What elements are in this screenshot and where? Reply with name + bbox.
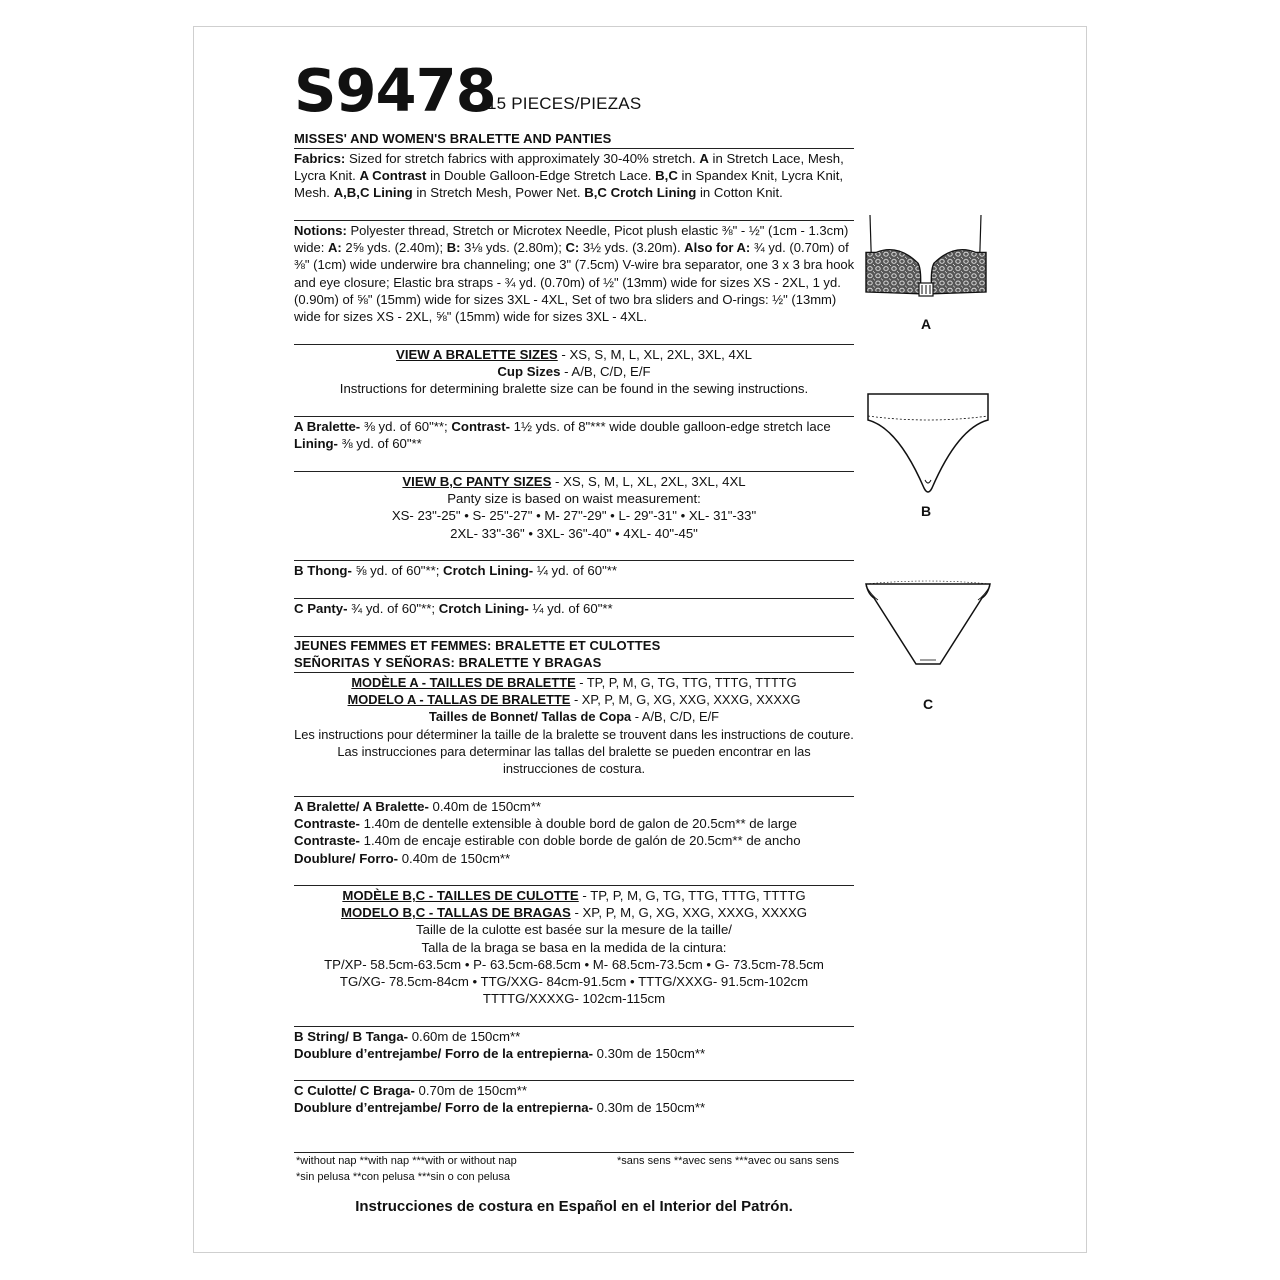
bralette-illustration [858,215,998,315]
divider [294,885,854,886]
thong-illustration [862,388,994,508]
divider [294,344,854,345]
model-a-sizes: MODÈLE A - TAILLES DE BRALETTE - TP, P, M, G, TG, TTG, TTTG, TTTTG MODELO A - TALLAS DE BRALETTE - XP, P, M, G, XG, XXG, XXXG, XXXXG Tailles de Bonnet/ Tallas de Copa - A/B, C/D, E/F Les instructions pour déterminer la taille de la bralette se trouvent dans les instructions de couture. Las instrucciones para determinar las tallas del bralette se pueden encontrar en las instrucciones de costura. [294,675,854,777]
divider [294,1080,854,1081]
divider [294,560,854,561]
model-a-yardage: A Bralette/ A Bralette- 0.40m de 150cm** Contraste- 1.40m de dentelle extensible à double bord de galon de 20.5cm** de large Contraste- 1.40m de encaje estirable con doble borde de galón de 20.5cm** de ancho Doublure/ Forro- 0.40m de 150cm** [294,799,801,866]
divider [294,220,854,221]
pattern-number: S9478 [294,56,496,125]
view-c-label: C [923,696,934,712]
thong-yardage: B Thong- ⅝ yd. of 60"**; Crotch Lining- ¼ yd. of 60"** [294,563,618,578]
footnote-en: *without nap **with nap ***with or without nap [296,1155,517,1167]
divider [294,471,854,472]
panty-yardage: C Panty- ¾ yd. of 60"**; Crotch Lining- ¼ yd. of 60"** [294,601,613,616]
divider [294,1026,854,1027]
view-a-yardage: A Bralette- ⅜ yd. of 60"**; Contrast- 1½ yds. of 8"*** wide double galloon-edge stretch lace Lining- ⅜ yd. of 60"** [294,419,831,452]
view-b-label: B [921,503,932,519]
spanish-instructions-note: Instrucciones de costura en Español en el Interior del Patrón. [355,1198,793,1215]
divider [294,416,854,417]
culotte-yardage: C Culotte/ C Braga- 0.70m de 150cm** Doublure d’entrejambe/ Forro de la entrepierna- 0.30m de 150cm** [294,1083,706,1116]
divider [294,148,854,149]
footnote-es: *sin pelusa **con pelusa ***sin o con pelusa [296,1171,511,1183]
fabrics-section: Fabrics: Sized for stretch fabrics with approximately 30-40% stretch. A in Stretch Lace, Mesh, Lycra Knit. A Contrast in Double Galloon-Edge Stretch Lace. B,C in Spandex Knit, Lycra Knit, Mesh. A,B,C Lining in Stretch Mesh, Power Net. B,C Crotch Lining in Cotton Knit. [294,151,844,201]
title-en: MISSES' AND WOMEN'S BRALETTE AND PANTIES [294,131,612,146]
notions-section: Notions: Polyester thread, Stretch or Microtex Needle, Picot plush elastic ⅜" - ½" (1cm - 1.3cm) wide: A: 2⅝ yds. (2.40m); B: 3⅛ yds. (2.80m); C: 3½ yds. (3.20m). Also for A: ¾ yd. (0.70m) of ⅜" (1cm) wide underwire bra channeling; one 3" (7.5cm) V-wire bra separator, one 3 x 3 bra hook and eye closure; Elastic bra straps - ¾ yd. (0.70m) of ½" (13mm) wide for sizes XS - 2XL, 1 yd. (0.90m) of ⅝" (15mm) wide for sizes 3XL - 4XL, Set of two bra sliders and O-rings: ½" (13mm) wide for sizes XS - 2XL, ⅝" (15mm) wide for sizes 3XL - 4XL. [294,223,855,325]
string-yardage: B String/ B Tanga- 0.60m de 150cm** Doublure d’entrejambe/ Forro de la entrepierna- 0.30m de 150cm** [294,1029,706,1062]
panty-illustration [862,578,994,678]
divider [294,796,854,797]
model-bc-sizes: MODÈLE B,C - TAILLES DE CULOTTE - TP, P, M, G, TG, TTG, TTTG, TTTTG MODELO B,C - TALLAS DE BRAGAS - XP, P, M, G, XG, XXG, XXXG, XXXXG Taille de la culotte est basée sur la mesure de la taille/ Talla de la braga se basa en la medida de la cintura: TP/XP- 58.5cm-63.5cm • P- 63.5cm-68.5cm • M- 68.5cm-73.5cm • G- 73.5cm-78.5cm TG/XG- 78.5cm-84cm • TTG/XXG- 84cm-91.5cm • TTTG/XXXG- 91.5cm-102cm TTTTG/XXXXG- 102cm-115cm [324,888,824,1007]
title-fr-es: JEUNES FEMMES ET FEMMES: BRALETTE ET CULOTTES SEÑORITAS Y SEÑORAS: BRALETTE Y BRAGAS [294,638,661,671]
footnote-fr: *sans sens **avec sens ***avec ou sans sens [617,1155,839,1167]
divider [294,672,854,673]
view-bc-sizes: VIEW B,C PANTY SIZES - XS, S, M, L, XL, 2XL, 3XL, 4XL Panty size is based on waist measurement: XS- 23"-25" • S- 25"-27" • M- 27"-29" • L- 29"-31" • XL- 31"-33" 2XL- 33"-36" • 3XL- 36"-40" • 4XL- 40"-45" [391,474,757,541]
view-a-label: A [921,316,932,332]
divider [294,598,854,599]
piece-count: 15 PIECES/PIEZAS [487,94,642,113]
view-a-sizes: VIEW A BRALETTE SIZES - XS, S, M, L, XL, 2XL, 3XL, 4XL Cup Sizes - A/B, C/D, E/F Instructions for determining bralette size can be found in the sewing instructions. [339,347,809,397]
